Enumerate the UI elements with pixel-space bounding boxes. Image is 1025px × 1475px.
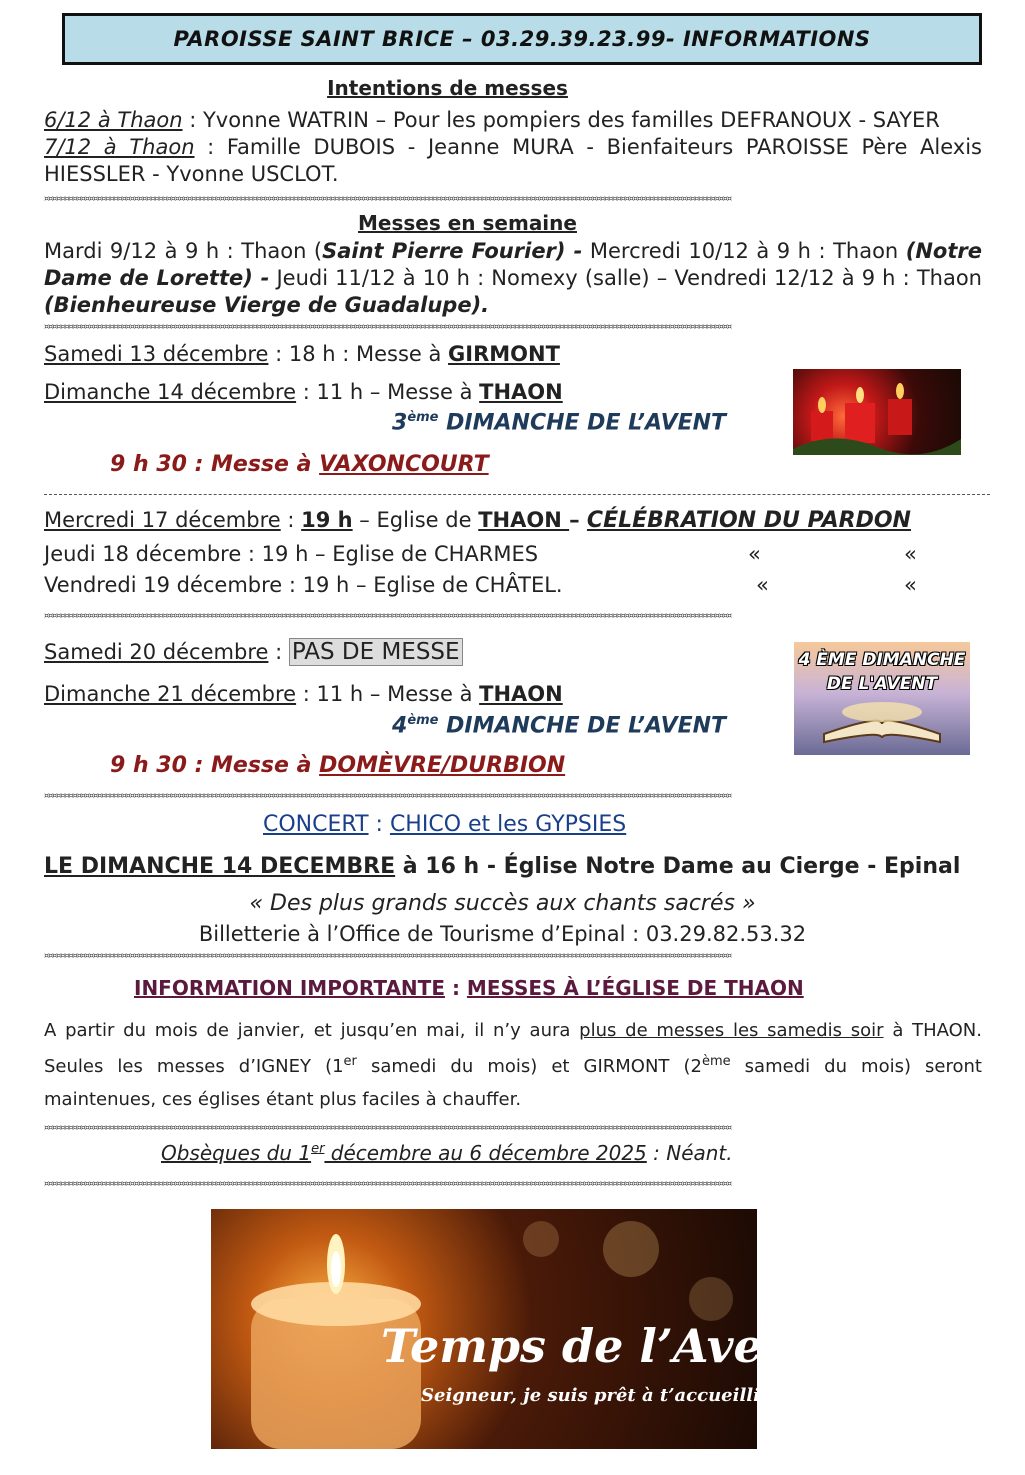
concert-slogan: « Des plus grands succès aux chants sacrés » [249, 891, 756, 916]
semaine-title: Messes en semaine [358, 211, 577, 235]
vaxoncourt-line [110, 452, 489, 477]
semaine-text: Jeudi 11/12 à 10 h : Nomexy (salle) – Vendredi 12/12 à 9 h : Thaon [269, 266, 982, 290]
info-text: samedi du mois) seront [730, 1056, 982, 1077]
separator: ¤¤¤¤¤¤¤¤¤¤¤¤¤¤¤¤¤¤¤¤¤¤¤¤¤¤¤¤¤¤¤¤¤¤¤¤¤¤¤¤¤¤¤¤¤¤¤¤¤¤¤¤¤¤¤¤¤¤¤¤¤¤¤¤¤¤¤¤¤¤¤¤¤¤¤¤¤¤¤¤¤¤¤¤¤¤¤¤¤¤¤¤¤¤¤¤¤¤¤¤¤¤¤¤¤¤¤¤¤¤¤¤¤¤¤¤¤¤¤¤¤¤¤¤¤¤¤¤¤¤¤¤¤¤¤¤¤¤¤¤¤¤¤¤¤¤¤¤¤¤¤¤¤¤¤¤¤¤¤¤¤¤¤¤¤¤¤¤ [44, 194, 732, 203]
intentions-title: Intentions de messes [327, 76, 568, 100]
separator-text: : [280, 508, 302, 532]
semaine-text: Mardi 9/12 à 9 h : Thaon ( [44, 239, 323, 263]
intention-date: 6/12 à Thaon [44, 108, 183, 132]
date-label: Samedi 13 décembre [44, 342, 269, 366]
ditto-mark: « [904, 573, 917, 597]
place-label: THAON [479, 380, 563, 404]
concert-artist: CHICO et les GYPSIES [389, 812, 627, 837]
sunday-14-line [44, 380, 563, 404]
obseques-value: : Néant. [646, 1141, 733, 1165]
saint-name: Saint Pierre Fourier) - [322, 239, 583, 263]
dash-text: – [569, 508, 587, 532]
place-label: THAON [478, 508, 570, 532]
place-label: THAON [479, 682, 563, 706]
advent-image-line-2: DE L'AVENT [826, 674, 938, 694]
intention-line-2 [44, 135, 982, 159]
separator: ¤¤¤¤¤¤¤¤¤¤¤¤¤¤¤¤¤¤¤¤¤¤¤¤¤¤¤¤¤¤¤¤¤¤¤¤¤¤¤¤¤¤¤¤¤¤¤¤¤¤¤¤¤¤¤¤¤¤¤¤¤¤¤¤¤¤¤¤¤¤¤¤¤¤¤¤¤¤¤¤¤¤¤¤¤¤¤¤¤¤¤¤¤¤¤¤¤¤¤¤¤¤¤¤¤¤¤¤¤¤¤¤¤¤¤¤¤¤¤¤¤¤¤¤¤¤¤¤¤¤¤¤¤¤¤¤¤¤¤¤¤¤¤¤¤¤¤¤¤¤¤¤¤¤¤¤¤¤¤¤¤¤¤¤¤¤¤¤ [44, 611, 732, 620]
ordinal-suffix: ème [701, 1054, 731, 1069]
separator-text: : [444, 976, 467, 1000]
candles-icon [793, 369, 961, 455]
concert-ticketing: Billetterie à l’Office de Tourisme d’Epinal : 03.29.82.53.32 [198, 922, 807, 946]
date-label: Mercredi 17 décembre [44, 508, 281, 532]
ditto-mark: « [756, 573, 769, 597]
advent-4-label [392, 713, 726, 738]
time-label: 19 h [301, 508, 353, 532]
place-label: DOMÈVRE/DURBION [319, 753, 566, 778]
advent-text: DIMANCHE DE L’AVENT [438, 410, 727, 436]
sunday-21-line [44, 682, 563, 706]
banner-title: Temps de l’Avent [381, 1319, 818, 1373]
date-label: Dimanche 21 décembre [44, 682, 297, 706]
mass-text: 9 h 30 : Messe à [110, 452, 320, 477]
semaine-text: Mercredi 10/12 à 9 h : Thaon [582, 239, 906, 263]
semaine-line-3: (Bienheureuse Vierge de Guadalupe). [44, 293, 490, 317]
ditto-mark: « [748, 542, 761, 566]
separator-text: : [268, 640, 289, 664]
concert-date-line [44, 854, 960, 879]
info-paragraph-1 [44, 1020, 982, 1041]
intention-line-1 [44, 108, 940, 132]
intention-line-3: HIESSLER - Yvonne USCLOT. [44, 162, 339, 186]
header-box [62, 13, 982, 65]
ordinal-suffix: er [343, 1054, 357, 1069]
obseques-line [161, 1141, 733, 1165]
info-text: Seules les messes d’IGNEY (1 [44, 1056, 344, 1077]
info-paragraph-2 [44, 1054, 982, 1077]
separator: ¤¤¤¤¤¤¤¤¤¤¤¤¤¤¤¤¤¤¤¤¤¤¤¤¤¤¤¤¤¤¤¤¤¤¤¤¤¤¤¤¤¤¤¤¤¤¤¤¤¤¤¤¤¤¤¤¤¤¤¤¤¤¤¤¤¤¤¤¤¤¤¤¤¤¤¤¤¤¤¤¤¤¤¤¤¤¤¤¤¤¤¤¤¤¤¤¤¤¤¤¤¤¤¤¤¤¤¤¤¤¤¤¤¤¤¤¤¤¤¤¤¤¤¤¤¤¤¤¤¤¤¤¤¤¤¤¤¤¤¤¤¤¤¤¤¤¤¤¤¤¤¤¤¤¤¤¤¤¤¤¤¤¤¤¤¤¤¤ [44, 1179, 732, 1188]
info-highlight: plus de messes les samedis soir [579, 1020, 884, 1041]
info-title [134, 976, 804, 1000]
info-subject: MESSES À L’ÉGLISE DE THAON [466, 976, 804, 1000]
info-text: A partir du mois de janvier, et jusqu’en mai, il n’y aura [44, 1020, 580, 1041]
ordinal-suffix: er [311, 1141, 325, 1157]
separator: ¤¤¤¤¤¤¤¤¤¤¤¤¤¤¤¤¤¤¤¤¤¤¤¤¤¤¤¤¤¤¤¤¤¤¤¤¤¤¤¤¤¤¤¤¤¤¤¤¤¤¤¤¤¤¤¤¤¤¤¤¤¤¤¤¤¤¤¤¤¤¤¤¤¤¤¤¤¤¤¤¤¤¤¤¤¤¤¤¤¤¤¤¤¤¤¤¤¤¤¤¤¤¤¤¤¤¤¤¤¤¤¤¤¤¤¤¤¤¤¤¤¤¤¤¤¤¤¤¤¤¤¤¤¤¤¤¤¤¤¤¤¤¤¤¤¤¤¤¤¤¤¤¤¤¤¤¤¤¤¤¤¤¤¤¤¤¤¤ [44, 951, 732, 960]
intention-text: : Yvonne WATRIN – Pour les pompiers des familles DEFRANOUX - SAYER [182, 108, 940, 132]
separator: ¤¤¤¤¤¤¤¤¤¤¤¤¤¤¤¤¤¤¤¤¤¤¤¤¤¤¤¤¤¤¤¤¤¤¤¤¤¤¤¤¤¤¤¤¤¤¤¤¤¤¤¤¤¤¤¤¤¤¤¤¤¤¤¤¤¤¤¤¤¤¤¤¤¤¤¤¤¤¤¤¤¤¤¤¤¤¤¤¤¤¤¤¤¤¤¤¤¤¤¤¤¤¤¤¤¤¤¤¤¤¤¤¤¤¤¤¤¤¤¤¤¤¤¤¤¤¤¤¤¤¤¤¤¤¤¤¤¤¤¤¤¤¤¤¤¤¤¤¤¤¤¤¤¤¤¤¤¤¤¤¤¤¤¤¤¤¤¤ [44, 1123, 732, 1132]
date-label: Samedi 20 décembre [44, 640, 269, 664]
saint-name: (Notre [905, 239, 982, 263]
info-paragraph-3: maintenues, ces églises étant plus faciles à chauffer. [44, 1089, 522, 1110]
advent-suffix: ème [407, 713, 439, 728]
concert-title [263, 812, 626, 837]
place-label: GIRMONT [448, 342, 560, 366]
info-text: à THAON. [883, 1020, 982, 1041]
event-label: CÉLÉBRATION DU PARDON [586, 508, 911, 533]
pardon-line-3: Vendredi 19 décembre : 19 h – Eglise de CHÂTEL. [44, 573, 563, 597]
intention-date: 7/12 à Thaon [44, 135, 195, 159]
saint-name: Dame de Lorette) - [44, 266, 270, 290]
concert-date: LE DIMANCHE 14 DECEMBRE [44, 854, 396, 879]
page-title: PAROISSE SAINT BRICE – 03.29.39.23.99- INFORMATIONS [173, 27, 871, 51]
candles-image [793, 369, 961, 455]
intention-text: : Famille DUBOIS - Jeanne MURA - Bienfaiteurs PAROISSE Père Alexis [194, 135, 982, 159]
advent-book-image [794, 642, 970, 755]
banner-subtitle: Seigneur, je suis prêt à t’accueillir ! [421, 1385, 784, 1406]
semaine-line-1 [44, 239, 982, 263]
obseques-label: décembre au 6 décembre 2025 [324, 1141, 647, 1165]
concert-place: à 16 h - Église Notre Dame au Cierge - Epinal [395, 854, 961, 879]
separator-text: : [368, 812, 390, 837]
advent-number: 3 [392, 410, 408, 436]
date-label: Dimanche 14 décembre [44, 380, 297, 404]
no-mass-badge: PAS DE MESSE [289, 638, 463, 666]
place-label: VAXONCOURT [319, 452, 489, 477]
advent-3-label [392, 410, 726, 435]
advent-image-line-1: 4 ÈME DIMANCHE [798, 650, 966, 670]
mass-text: : 11 h – Messe à [296, 682, 480, 706]
ditto-mark: « [904, 542, 917, 566]
separator: ¤¤¤¤¤¤¤¤¤¤¤¤¤¤¤¤¤¤¤¤¤¤¤¤¤¤¤¤¤¤¤¤¤¤¤¤¤¤¤¤¤¤¤¤¤¤¤¤¤¤¤¤¤¤¤¤¤¤¤¤¤¤¤¤¤¤¤¤¤¤¤¤¤¤¤¤¤¤¤¤¤¤¤¤¤¤¤¤¤¤¤¤¤¤¤¤¤¤¤¤¤¤¤¤¤¤¤¤¤¤¤¤¤¤¤¤¤¤¤¤¤¤¤¤¤¤¤¤¤¤¤¤¤¤¤¤¤¤¤¤¤¤¤¤¤¤¤¤¤¤¤¤¤¤¤¤¤¤¤¤¤¤¤¤¤¤¤¤ [44, 791, 732, 800]
domevre-line [110, 753, 565, 778]
mass-text: : 18 h : Messe à [268, 342, 449, 366]
info-text: samedi du mois) et GIRMONT (2 [356, 1056, 702, 1077]
obseques-label: Obsèques du 1 [161, 1141, 312, 1165]
info-label: INFORMATION IMPORTANTE [134, 976, 445, 1000]
advent-suffix: ème [407, 410, 439, 425]
saturday-13-line [44, 342, 560, 366]
pardon-line-1 [44, 508, 911, 533]
semaine-line-2 [44, 266, 982, 290]
mass-text: : 11 h – Messe à [296, 380, 480, 404]
saturday-20-line [44, 640, 463, 666]
separator: ¤¤¤¤¤¤¤¤¤¤¤¤¤¤¤¤¤¤¤¤¤¤¤¤¤¤¤¤¤¤¤¤¤¤¤¤¤¤¤¤¤¤¤¤¤¤¤¤¤¤¤¤¤¤¤¤¤¤¤¤¤¤¤¤¤¤¤¤¤¤¤¤¤¤¤¤¤¤¤¤¤¤¤¤¤¤¤¤¤¤¤¤¤¤¤¤¤¤¤¤¤¤¤¤¤¤¤¤¤¤¤¤¤¤¤¤¤¤¤¤¤¤¤¤¤¤¤¤¤¤¤¤¤¤¤¤¤¤¤¤¤¤¤¤¤¤¤¤¤¤¤¤¤¤¤¤¤¤¤¤¤¤¤¤¤¤¤¤ [44, 322, 732, 331]
advent-text: DIMANCHE DE L’AVENT [438, 713, 727, 739]
advent-banner [211, 1209, 818, 1449]
dashed-separator [44, 494, 990, 495]
concert-label: CONCERT [263, 812, 369, 837]
advent-number: 4 [392, 713, 408, 739]
pardon-line-2: Jeudi 18 décembre : 19 h – Eglise de CHARMES [44, 542, 539, 566]
mass-text: 9 h 30 : Messe à [110, 753, 320, 778]
mass-text: – Eglise de [352, 508, 479, 532]
